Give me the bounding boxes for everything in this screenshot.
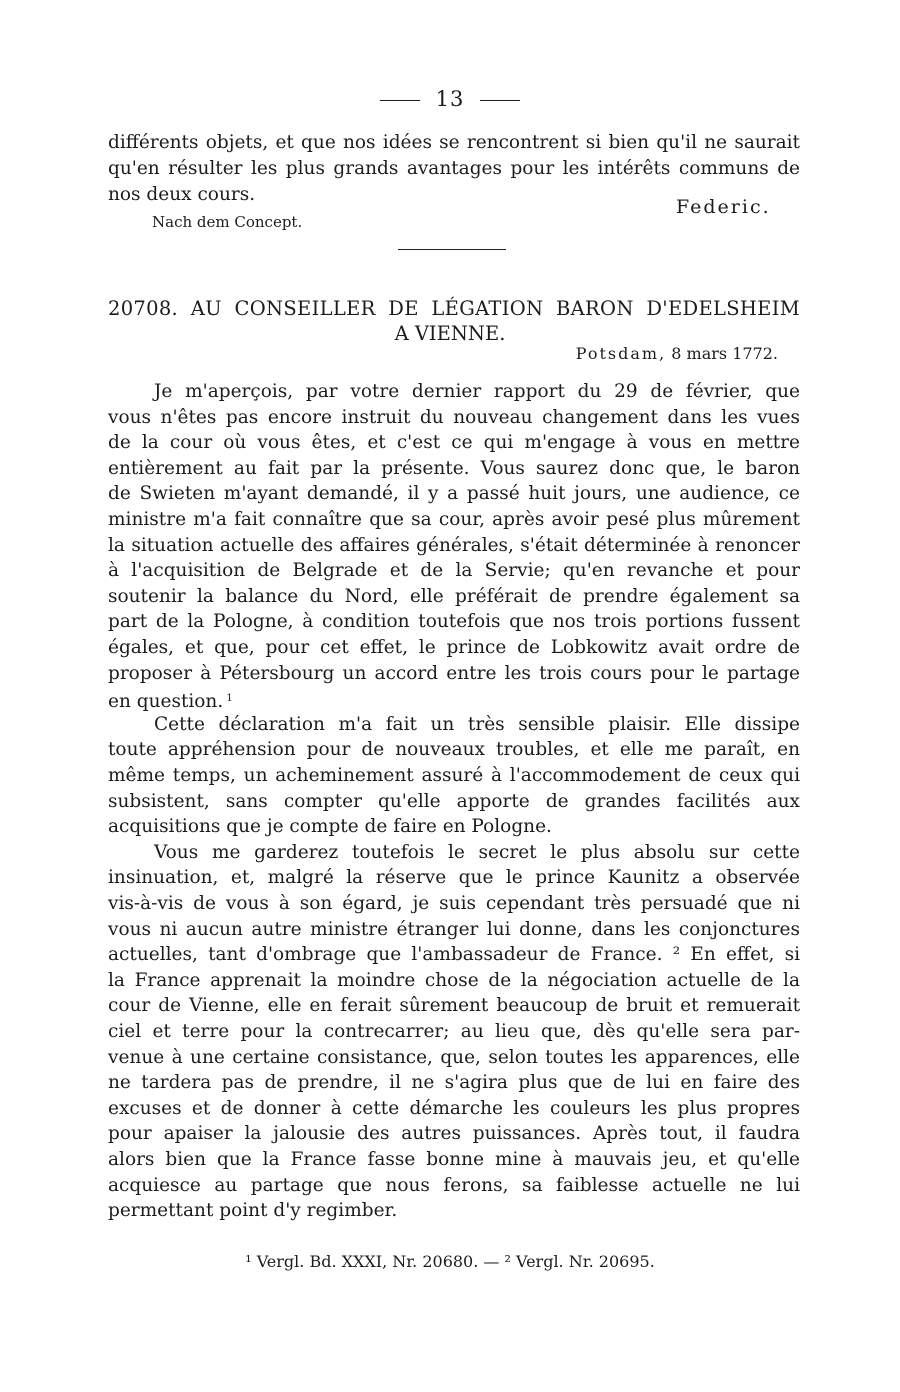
body-line: vous ni aucun autre ministre étranger lui donne, dans les conjonctures <box>108 918 800 940</box>
body-line: Je m'aperçois, par votre dernier rapport du 29 de février, que <box>154 381 800 402</box>
place: Potsdam, <box>575 344 667 363</box>
body-line: insinuation, et, malgré la réserve que le prince Kaunitz a observée <box>108 867 800 889</box>
body-line: la situation actuelle des affaires générales, s'était déterminée à renoncer <box>108 534 800 556</box>
letter-heading: 20708. AU CONSEILLER DE LÉGATION BARON D'EDELSHEIM <box>108 297 800 320</box>
letter-heading-destination: A VIENNE. <box>394 322 506 345</box>
body-line: subsistent, sans compter qu'elle apporte de grandes facilités aux <box>108 790 800 812</box>
page-number <box>0 87 900 111</box>
concept-note: Nach dem Concept. <box>152 213 303 231</box>
body-line: ciel et terre pour la contrecarrer; au lieu que, dès qu'elle sera par- <box>108 1021 800 1042</box>
body-line: actuelles, tant d'ombrage que l'ambassadeur de France. ² En effet, si <box>108 944 800 966</box>
body-line: vis-à-vis de vous à son égard, je suis cependant très persuadé que ni <box>108 893 800 914</box>
page-number-rule-right <box>480 100 520 101</box>
body-line: venue à une certaine consistance, que, selon toutes les apparences, elle <box>108 1046 800 1068</box>
body-line: acquisitions que je compte de faire en Pologne. <box>108 816 552 838</box>
body-line: excuses et de donner à cette démarche les couleurs les plus propres <box>108 1097 800 1119</box>
body-line: même temps, un acheminement assuré à l'accommodement de ceux qui <box>108 765 800 786</box>
body-line: cour de Vienne, elle en ferait sûrement beaucoup de bruit et remuerait <box>108 995 800 1017</box>
footnote-ref: 1 <box>223 693 233 705</box>
signature: Federic. <box>676 196 771 218</box>
intro-line: différents objets, et que nos idées se rencontrent si bien qu'il ne saurait <box>108 132 800 153</box>
page-number-text: 13 <box>435 87 465 111</box>
body-line: toute appréhension pour de nouveaux troubles, et elle me paraît, en <box>108 739 800 761</box>
footnote: ¹ Vergl. Bd. XXXI, Nr. 20680. — ² Vergl. Nr. 20695. <box>245 1252 655 1271</box>
page-number-rule-left <box>380 100 420 101</box>
body-line: Vous me garderez toutefois le secret le plus absolu sur cette <box>154 841 800 863</box>
body-line: vous n'êtes pas encore instruit du nouveau changement dans les vues <box>108 406 800 428</box>
body-line: égales, et que, pour cet effet, le prince de Lobkowitz avait ordre de <box>108 637 800 658</box>
body-line: pour apaiser la jalousie des autres puissances. Après tout, il faudra <box>108 1123 800 1145</box>
intro-line: nos deux cours. <box>108 184 256 205</box>
body-line: la France apprenait la moindre chose de la négociation actuelle de la <box>108 969 800 991</box>
body-line: ne tardera pas de prendre, il ne s'agira plus que de lui en faire des <box>108 1072 800 1094</box>
body-line: de la cour où vous êtes, et c'est ce qui m'engage à vous en mettre <box>108 432 800 454</box>
body-line: soutenir la balance du Nord, elle préférait de prendre également sa <box>108 585 800 607</box>
place-date <box>576 344 778 363</box>
body-line: de Swieten m'ayant demandé, il y a passé huit jours, une audience, ce <box>108 483 800 505</box>
body-line: permettant point d'y regimber. <box>108 1200 398 1222</box>
date: 8 mars 1772. <box>671 344 778 363</box>
body-line: en question. $^1$ <box>108 691 233 713</box>
body-line: Cette déclaration m'a fait un très sensible plaisir. Elle dissipe <box>154 713 800 735</box>
body-line: à l'acquisition de Belgrade et de la Servie; qu'en revanche et pour <box>108 560 800 582</box>
body-line: part de la Pologne, à condition toutefois que nos trois portions fussent <box>108 611 800 633</box>
body-line: alors bien que la France fasse bonne mine à mauvais jeu, et qu'elle <box>108 1149 800 1170</box>
body-line: entièrement au fait par la présente. Vous saurez donc que, le baron <box>108 457 800 479</box>
intro-line: qu'en résulter les plus grands avantages pour les intérêts communs de <box>108 158 800 179</box>
body-line: ministre m'a fait connaître que sa cour, après avoir pesé plus mûrement <box>108 509 800 530</box>
body-line: proposer à Pétersbourg un accord entre les trois cours pour le partage <box>108 662 800 684</box>
body-line: acquiesce au partage que nous ferons, sa faiblesse actuelle ne lui <box>108 1174 800 1196</box>
section-divider <box>398 249 506 250</box>
